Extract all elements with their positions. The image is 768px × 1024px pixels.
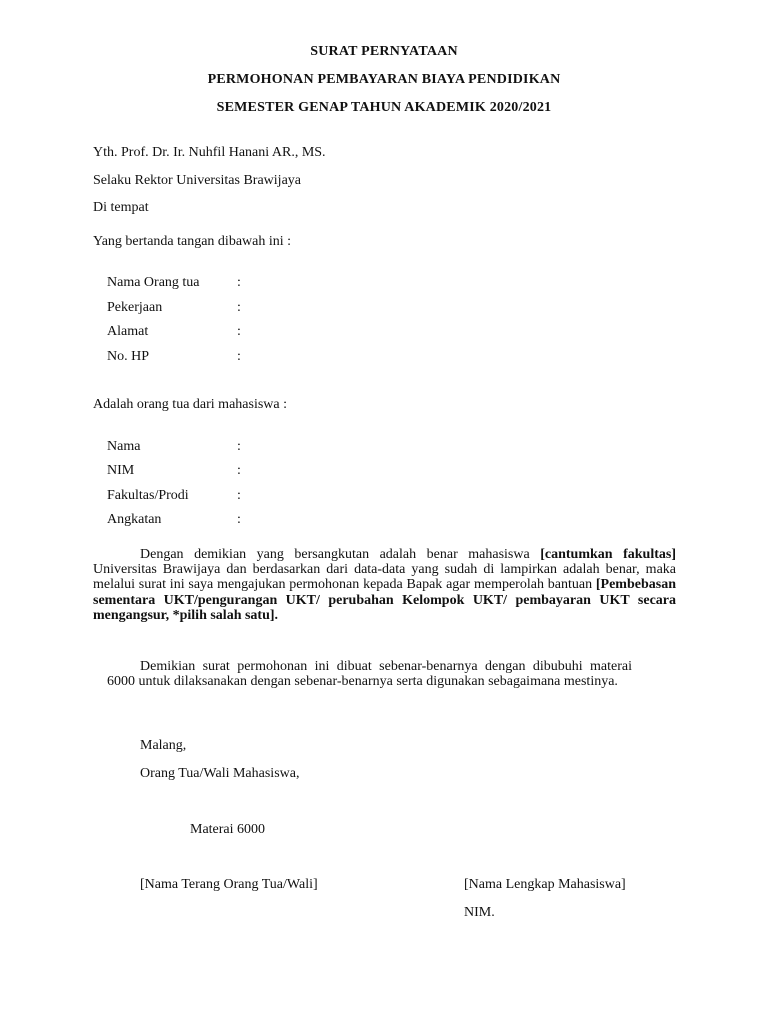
field-separator: : [237,512,241,527]
field-label: Angkatan [107,512,162,527]
field-label: No. HP [107,349,150,364]
letter-title: SURAT PERNYATAAN [310,44,458,59]
recipient-position: Selaku Rektor Universitas Brawijaya [93,173,302,188]
faculty-placeholder: [cantumkan fakultas] [540,547,676,562]
field-label: Pekerjaan [107,300,163,315]
student-nim: NIM. [464,905,495,920]
closing-paragraph: Demikian surat permohonan ini dibuat sebenar-benarnya dengan dibubuhi materai 6000 untuk dilaksanakan dengan sebenar-benarnya serta digunakan sebagaimana mestinya. [107,659,632,690]
field-separator: : [237,275,241,290]
letter-subtitle: PERMOHONAN PEMBAYARAN BIAYA PENDIDIKAN [207,72,561,87]
request-paragraph [93,547,676,623]
recipient-place: Di tempat [93,200,149,215]
field-separator: : [237,463,241,478]
parent-signature-name: [Nama Terang Orang Tua/Wali] [140,877,318,892]
field-label: Fakultas/Prodi [107,488,189,503]
recipient-name: Yth. Prof. Dr. Ir. Nuhfil Hanani AR., MS. [93,145,326,160]
field-separator: : [237,349,241,364]
field-separator: : [237,439,241,454]
field-label: Nama [107,439,141,454]
assistance-options: [Pembebasan sementara UKT/pengurangan UKT/ perubahan Kelompok UKT/ pembayaran UKT secara mengangsur, *pilih salah satu]. [93,577,676,623]
closing-city: Malang, [140,738,187,753]
request-text-continued: Universitas Brawijaya dan berdasarkan dari data-data yang sudah di lampirkan adalah benar, maka melalui surat ini saya mengajukan permohonan kepada Bapak agar memperolah bantuan [93,562,676,593]
intro-text: Yang bertanda tangan dibawah ini : [93,234,292,249]
student-intro-text: Adalah orang tua dari mahasiswa : [93,397,287,412]
student-signature-name: [Nama Lengkap Mahasiswa] [464,877,626,892]
field-label: NIM [107,463,135,478]
field-label: Nama Orang tua [107,275,200,290]
request-text: Dengan demikian yang bersangkutan adalah benar mahasiswa [140,547,541,562]
field-label: Alamat [107,324,149,339]
field-separator: : [237,300,241,315]
field-separator: : [237,488,241,503]
closing-signer: Orang Tua/Wali Mahasiswa, [140,766,300,781]
stamp-placeholder: Materai 6000 [190,822,266,837]
field-separator: : [237,324,241,339]
letter-semester: SEMESTER GENAP TAHUN AKADEMIK 2020/2021 [216,100,552,115]
